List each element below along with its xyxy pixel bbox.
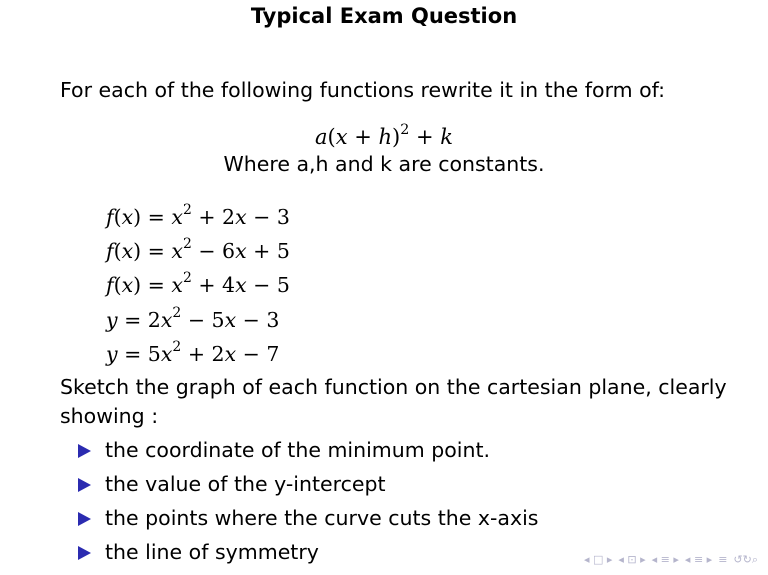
triangle-bullet-icon [78,546,91,560]
list-item-expression: $f(x) = x^2 + 2x - 3$ [106,201,290,229]
list-item [78,438,490,462]
bullet-text: the value of the y-intercept [105,472,386,496]
bullet-text: the line of symmetry [105,540,319,564]
subsection-nav-icon[interactable]: ◂ ≡ ▸ [651,553,679,566]
bullet-text: the coordinate of the minimum point. [105,438,491,462]
triangle-bullet-icon [78,512,91,526]
list-item [78,472,386,496]
list-item-expression: $y = 5x^2 + 2x - 7$ [106,338,280,366]
list-item-expression: $f(x) = x^2 - 6x + 5$ [106,235,290,263]
slide-title: Typical Exam Question [250,4,518,28]
navigation-bar [584,553,758,567]
sketch-instruction: Sketch the graph of each function on the cartesian plane, clearly [60,375,727,399]
list-item [78,540,319,564]
triangle-bullet-icon [78,444,91,458]
constants-note: Where a,h and k are constants. [223,152,545,176]
nav-right-icon[interactable]: ◂ ≡ ▸ [684,553,713,566]
bullet-text: the points where the curve cuts the x-axis [105,506,539,530]
list-item [78,506,538,530]
triangle-bullet-icon [78,478,91,492]
list-item-expression: $f(x) = x^2 + 4x - 5$ [106,269,290,297]
list-item-expression: $y = 2x^2 - 5x - 3$ [106,304,280,332]
nav-left-icon[interactable]: ◂ □ ▸ [583,553,613,566]
vertex-form-formula: $a(x + h)^2 + k$ [314,121,454,149]
intro-text: For each of the following functions rewrite it in the form of: [60,78,666,102]
section-nav-icon[interactable]: ◂ ⊡ ▸ [618,553,646,566]
sketch-instruction-cont: showing : [60,404,159,428]
align-icon[interactable]: ≡ [718,553,728,566]
search-icon[interactable]: ↺↻⌕ [733,553,758,566]
